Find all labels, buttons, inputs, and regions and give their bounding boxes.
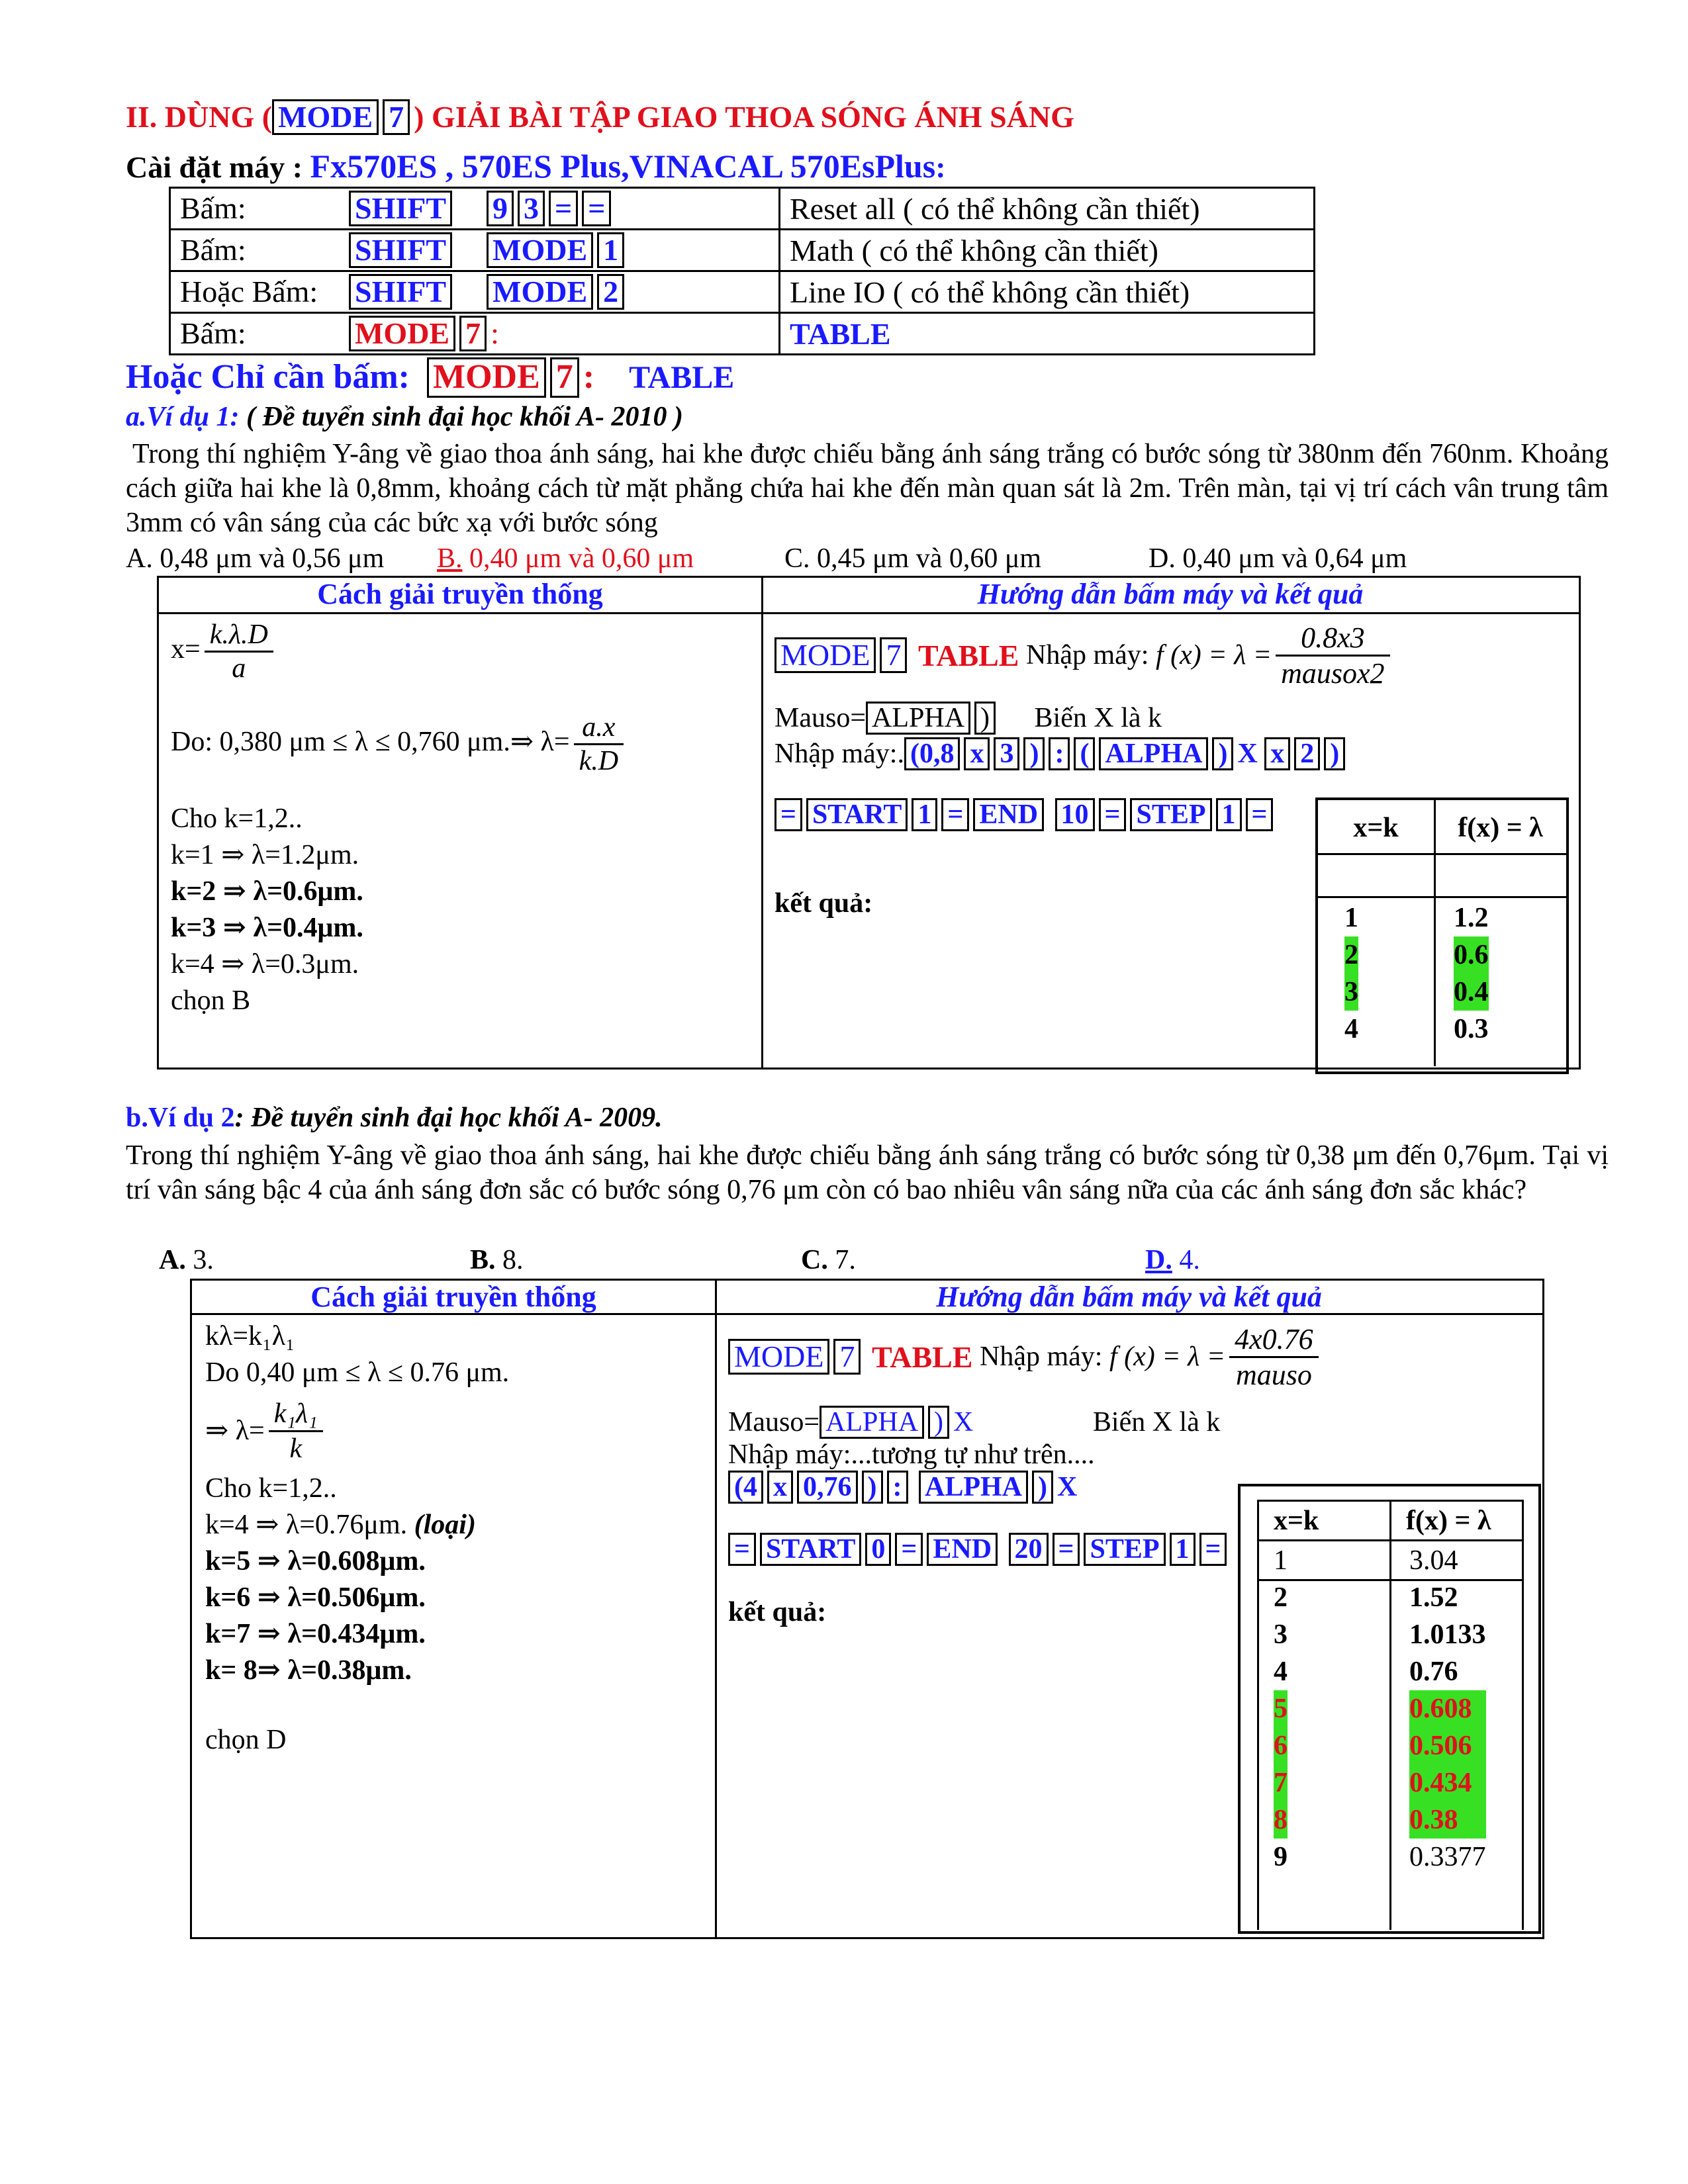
key-7: 7 — [383, 99, 410, 135]
setup-line: Cài đặt máy : Fx570ES , 570ES Plus,VINACAL 570EsPlus: — [126, 148, 946, 185]
example1-col1-header: Cách giải truyền thống — [317, 578, 603, 610]
setup-row: Bấm: SHIFT 9 3 = = Reset all ( có thể không cần thiết) — [170, 188, 1315, 230]
or-line: Hoặc Chỉ cần bấm: MODE 7 : TABLE — [126, 357, 734, 398]
example1-traditional: x= $\frac{k.\lambda.D}{a}$ Do: 0,380 μm ≤ λ ≤ 0,760 μm.⇒ λ= $\frac{a.x}{k.D}$ Cho k=1,2.. k=1 ⇒ λ=1.2μm. k=2 ⇒ λ=0.6μm. k=3 ⇒ λ=0.4μm. k=4 ⇒ λ=0.3μm. chọn B — [171, 619, 753, 1019]
formula-x: $\frac{k.\lambda.D}{a}$ — [205, 619, 273, 684]
setup-row: Bấm: MODE 7 : TABLE — [170, 313, 1315, 355]
example2-heading: b.Ví dụ 2: Đề tuyển sinh đại học khối A- 2009. — [126, 1103, 663, 1133]
example1-result-table: x=k f(x) = λ 1 2 3 4 1.2 0.6 0.4 0.3 — [1315, 797, 1569, 1074]
setup-row: Hoặc Bấm: SHIFT MODE 2 Line IO ( có thể không cần thiết) — [170, 271, 1315, 313]
example2-problem: Trong thí nghiệm Y-âng về giao thoa ánh sáng, hai khe được chiếu bằng ánh sáng trắng có bước sóng từ 0,38 μm đến 0,76μm. Tại vị trí vân sáng bậc 4 của ánh sáng đơn sắc có bước sóng 0,76 μm còn có bao nhiêu vân sáng nữa của các ánh sáng đơn sắc khác? — [126, 1140, 1609, 1205]
key-mode: MODE — [272, 99, 379, 135]
example1-heading: a.Ví dụ 1: ( Đề tuyển sinh đại học khối A- 2010 ) — [126, 402, 684, 432]
example1-calculator: MODE 7 TABLE Nhập máy: f (x) = λ = $\frac{0.8x3}{\text{mausox2}}$ Mauso= ALPHA ) Biến X là k Nhập máy:. (0,8 x 3 ) : ( ALPHA ) X x 2 ) = START 1 = END 10 = STEP 1 = kết quả: — [774, 615, 1569, 919]
page-title: II. DÙNG ( MODE 7 ) GIẢI BÀI TẬP GIAO THOA SÓNG ÁNH SÁNG — [126, 99, 1074, 135]
example2-result-table: x=k f(x) = λ 1 2 3 4 5 6 7 8 9 3.04 1.52 1.0133 0.76 0.608 0.506 0.434 0.38 0.3377 — [1238, 1484, 1541, 1934]
example2-traditional: kλ=k₁λ₁ Do 0,40 μm ≤ λ ≤ 0.76 μm. ⇒ λ= $\frac{\text{k₁λ₁}}{k}$ Cho k=1,2.. k=4 ⇒ λ=0.76μm. (loại) k=5 ⇒ λ=0.608μm. k=6 ⇒ λ=0.506μm. k=7 ⇒ λ=0.434μm. k= 8⇒ λ=0.38μm. chọn D — [205, 1321, 510, 1755]
example2-col2-header: Hướng dẫn bấm máy và kết quả — [936, 1281, 1322, 1313]
example2-calculator: MODE 7 TABLE Nhập máy: f (x) = λ = $\frac{4x0.76}{\text{mauso}}$ Mauso= ALPHA ) X Biến X là k Nhập máy:...tương tự như trên.... (4 x 0,76 ) : ALPHA ) X = START 0 = END 20 = STEP 1 = kết quả: — [728, 1317, 1536, 1628]
example1-col2-header: Hướng dẫn bấm máy và kết quả — [977, 578, 1364, 610]
example1-problem: Trong thí nghiệm Y-âng về giao thoa ánh sáng, hai khe được chiếu bằng ánh sáng trắng có bước sóng từ 380nm đến 760nm. Khoảng cách giữa hai khe là 0,8mm, khoảng cách từ mặt phẳng chứa hai khe đến màn quan sát là 2m. Trên màn, tại vị trí cách vân trung tâm 3mm có vân sáng của các bức xạ với bước sóng — [126, 439, 1609, 538]
setup-table — [169, 187, 1315, 355]
example2-col1-header: Cách giải truyền thống — [310, 1281, 596, 1313]
example1-options: A. 0,48 μm và 0,56 μm B. 0,40 μm và 0,60 μm C. 0,45 μm và 0,60 μm D. 0,40 μm và 0,64 μm — [126, 543, 1407, 574]
formula-lambda: $\frac{a.x}{k.D}$ — [574, 711, 624, 777]
setup-row: Bấm: SHIFT MODE 1 Math ( có thể không cần thiết) — [170, 230, 1315, 271]
example2-options: A. 3. B. 8. C. 7. D. 4. — [159, 1245, 1200, 1275]
